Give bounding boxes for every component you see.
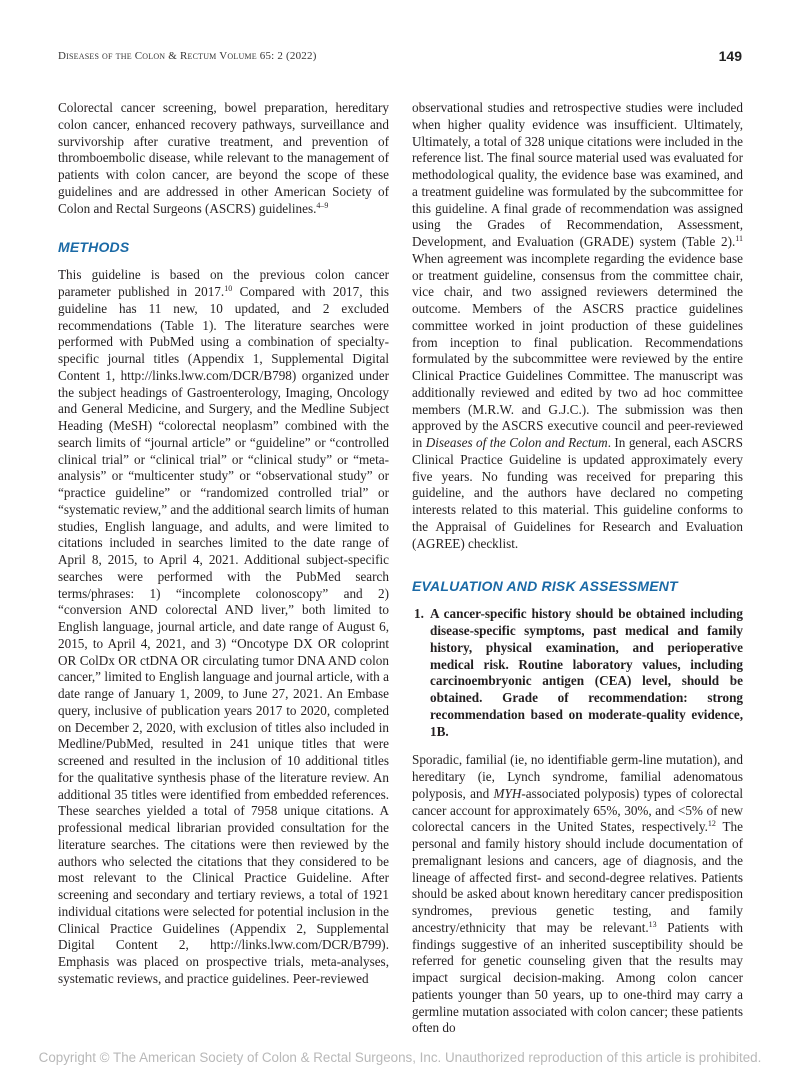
- methods-text: Compared with 2017, this guideline has 11 new, 10 updated, and 2 excluded recommendations (Table 1). The literature searches were performed with PubMed using a combination of specialty-specific journal titles (Appendix 1, Supplemental Digital Content 1, http://links.lww.com/DCR/B798) organized under the subject headings of Gastroenterology, Imaging, Oncology and General Medicine, and Surgery, and the Medline Subject Heading (MeSH) “colorectal neoplasm” combined with the search limits of “journal article” or “guideline” or “controlled clinical trial” or “clinical trial” or “clinical study” or “meta-analysis” or “multicenter study” or “observational study” or “practice guideline” or “randomized controlled trial” or “systematic review,” and the additional search limits of human studies, English language, and adults, and were limited to citations included in searches limited to the date range of April 8, 2015, to April 4, 2021. Additional subject-specific searches were performed with the PubMed search terms/phrases: 1) “incomplete colonoscopy” and 2) “conversion AND colorectal AND liver,” both limited to English language, journal article, and date range of August 6, 2015, to April 4, 2021, and 3) “Oncotype DX OR coloprint OR ColDx OR ctDNA OR circulating tumor DNA AND colon cancer,” limited to English language and journal article, with a date range of January 1, 2009, to June 27, 2021. An Embase query, inclusive of publication years 2017 to 2020, completed on December 2, 2020, with exclusion of titles also included in Medline/PubMed, resulted in 241 unique titles that were screened and resulted in the inclusion of 10 additional titles for the qualitative synthesis phase of the literature review. An additional 35 titles were identified from embedded references. These searches yielded a total of 7958 unique citations. A professional medical librarian provided consultation for the literature searches. The citations were then reviewed by the authors who selected the citations that they considered to be most relevant to the Clinical Practice Guideline. After screening and secondary and tertiary reviews, a total of 1921 individual citations were selected for potential inclusion in the Clinical Practice Guidelines (Appendix 2, Supplemental Digital Content 2, http://links.lww.com/DCR/B799). Emphasis was placed on prospective trials, meta-analyses, systematic reviews, and practice guidelines. Peer-reviewed: [58, 284, 389, 986]
- citation: 10: [224, 284, 233, 293]
- body-text: observational studies and retrospective studies were included when higher quality evidence was insufficient. Ultimately, Ultimately, a total of 328 unique citations were included in the reference list. The final source material used was evaluated for methodological quality, the evidence base was examined, and a treatment guideline was formulated by the subcommittee for this guideline. A final grade of recommendation was assigned using the Grades of Recommendation, Assessment, Development, and Evaluation (GRADE) system (Table 2).: [412, 100, 743, 249]
- intro-paragraph: [58, 100, 389, 217]
- evaluation-paragraph: [412, 752, 743, 1037]
- left-column: [58, 100, 389, 988]
- page-number: 149: [718, 48, 742, 64]
- body-text: Patients with findings suggestive of an inherited susceptibility should be referred for genetic counseling given that the results may impact surgical decision-making. Among colon cancer patients younger than 50 years, up to one-third may carry a germline mutation associated with colon cancer; these patients often do: [412, 919, 743, 1036]
- body-text: -associated polyposis) types of colorectal cancer account for approximately 65%, 30%, and <5% of new colorectal cancers in the United States, respectively.: [412, 785, 744, 835]
- recommendation-text: A cancer-specific history should be obtained including disease-specific symptoms, past medical and family history, physical examination, and perioperative medical risk. Routine laboratory values, including carcinoembryonic antigen (CEA) level, should be obtained. Grade of recommendation: strong recommendation based on moderate-quality evidence, 1B.: [430, 606, 743, 739]
- gene-name: MYH: [493, 785, 522, 801]
- citation: 12: [707, 819, 716, 829]
- intro-text: Colorectal cancer screening, bowel preparation, hereditary colon cancer, enhanced recovery pathways, surveillance and survivorship after curative treatment, and prevention of thromboembolic disease, while relevant to the management of patients with colon cancer, are beyond the scope of these guidelines and are addressed in other American Society of Colon and Rectal Surgeons (ASCRS) guidelines.: [58, 100, 389, 216]
- running-header: [58, 48, 742, 68]
- recommendation-number: 1.: [414, 606, 424, 622]
- body-text: The personal and family history should include documentation of premalignant lesions and cancers, age of diagnosis, and the lineage of affected first- and second-degree relatives. Patients should be asked about known hereditary cancer predisposition syndromes, previous genetic testing, and family ancestry/ethnicity that may be relevant.: [412, 819, 743, 935]
- methods-heading: METHODS: [58, 239, 130, 256]
- journal-title: Diseases of the Colon & Rectum Volume 65: 2 (2022): [58, 50, 317, 62]
- citation: 11: [735, 234, 743, 243]
- right-column: [412, 100, 743, 1037]
- citation: 13: [648, 919, 657, 929]
- journal-name: Diseases of the Colon and Rectum: [425, 435, 608, 450]
- citation: 4–9: [316, 200, 329, 210]
- evaluation-heading: EVALUATION AND RISK ASSESSMENT: [412, 578, 678, 595]
- body-text: . In general, each ASCRS Clinical Practice Guideline is updated approximately every five years. No funding was received for preparing this guideline, and the authors have declared no competing interests related to this material. This guideline conforms to the Appraisal of Guidelines for Research and Evaluation (AGREE) checklist.: [412, 435, 744, 551]
- body-text: Sporadic, familial (ie, no identifiable germ-line mutation), and hereditary (ie, Lynch syndrome, familial adenomatous polyposis, and: [412, 752, 743, 801]
- methods-paragraph: [58, 267, 389, 987]
- copyright-footer: Copyright © The American Society of Colon & Rectal Surgeons, Inc. Unauthorized reproduction of this article is prohibited.: [38, 1050, 762, 1065]
- methods-continued-paragraph: [412, 100, 743, 552]
- recommendation-1: [412, 606, 743, 740]
- methods-text: This guideline is based on the previous colon cancer parameter published in 2017.: [58, 267, 389, 299]
- body-text: When agreement was incomplete regarding the evidence base or treatment guideline, consensus from the committee chair, vice chair, and two assigned reviewers determined the outcome. Members of the ASCRS practice guidelines committee worked in joint production of these guidelines from inception to final publication. Recommendations formulated by the subcommittee were reviewed by the entire Clinical Practice Guidelines Committee. The manuscript was additionally reviewed and edited by two ad hoc committee members (M.R.W. and G.J.C.). The submission was then approved by the ASCRS executive council and peer-reviewed in: [412, 250, 743, 450]
